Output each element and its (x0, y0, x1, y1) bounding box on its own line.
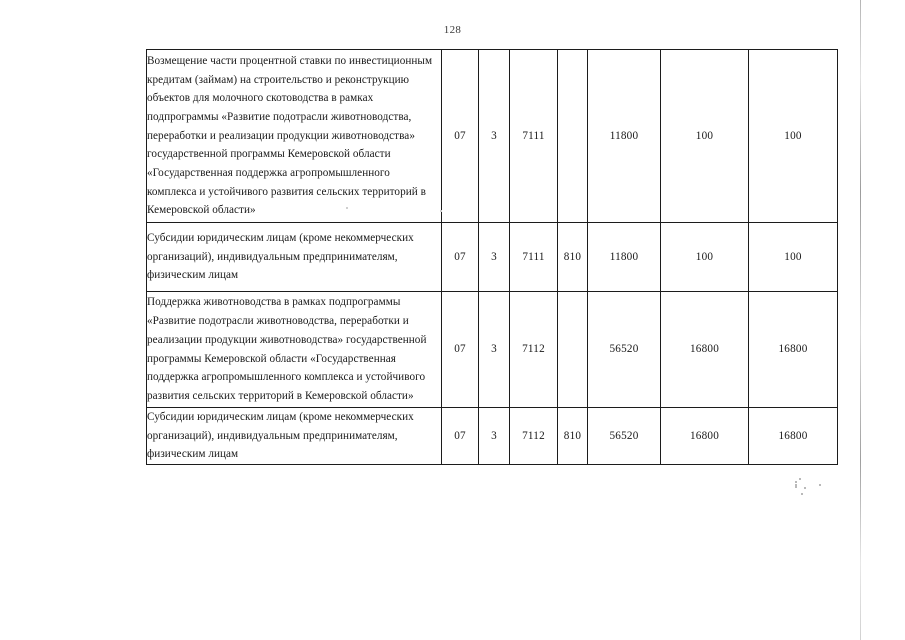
row-subsection: 3 (479, 223, 510, 292)
row-value-2: 16800 (661, 408, 749, 465)
row-target-code: 7112 (510, 408, 558, 465)
row-value-1: 11800 (588, 223, 661, 292)
row-value-2: 100 (661, 50, 749, 223)
row-description: Субсидии юридическим лицам (кроме некоммерческих организаций), индивидуальным предпринимателям, физическим лицам (147, 408, 442, 465)
row-value-1: 56520 (588, 292, 661, 408)
row-target-code: 7111 (510, 223, 558, 292)
row-expense-type: 810 (558, 223, 588, 292)
row-value-3: 16800 (749, 408, 838, 465)
row-subsection: 3 (479, 408, 510, 465)
row-value-3: 100 (749, 50, 838, 223)
row-value-3: 100 (749, 223, 838, 292)
row-expense-type: 810 (558, 408, 588, 465)
row-target-code: 7111 (510, 50, 558, 223)
row-subsection: 3 (479, 50, 510, 223)
row-description: Поддержка животноводства в рамках подпрограммы «Развитие подотрасли животноводства, переработки и реализации продукции животноводства» государственной программы Кемеровской области «Государственная поддержка агропромышленного комплекса и устойчивого развития сельских территорий в Кемеровской области» (147, 292, 442, 408)
row-value-3: 16800 (749, 292, 838, 408)
row-subsection: 3 (479, 292, 510, 408)
row-value-1: 56520 (588, 408, 661, 465)
row-section: 07 (442, 223, 479, 292)
row-section: 07 (442, 408, 479, 465)
row-target-code: 7112 (510, 292, 558, 408)
row-section: 07 (442, 50, 479, 223)
row-value-1: 11800 (588, 50, 661, 223)
page-number: 128 (443, 24, 462, 36)
row-description: Возмещение части процентной ставки по инвестиционным кредитам (займам) на строительство и реконструкцию объектов для молочного скотоводства в рамках подпрограммы «Развитие подотрасли животноводства, переработки и реализации продукции животноводства» государственной программы Кемеровской области «Государственная поддержка агропромышленного комплекса и устойчивого развития сельских территорий в Кемеровской области» (147, 50, 442, 223)
row-value-2: 16800 (661, 292, 749, 408)
row-section: 07 (442, 292, 479, 408)
row-value-2: 100 (661, 223, 749, 292)
row-description: Субсидии юридическим лицам (кроме некоммерческих организаций), индивидуальным предпринимателям, физическим лицам (147, 223, 442, 292)
